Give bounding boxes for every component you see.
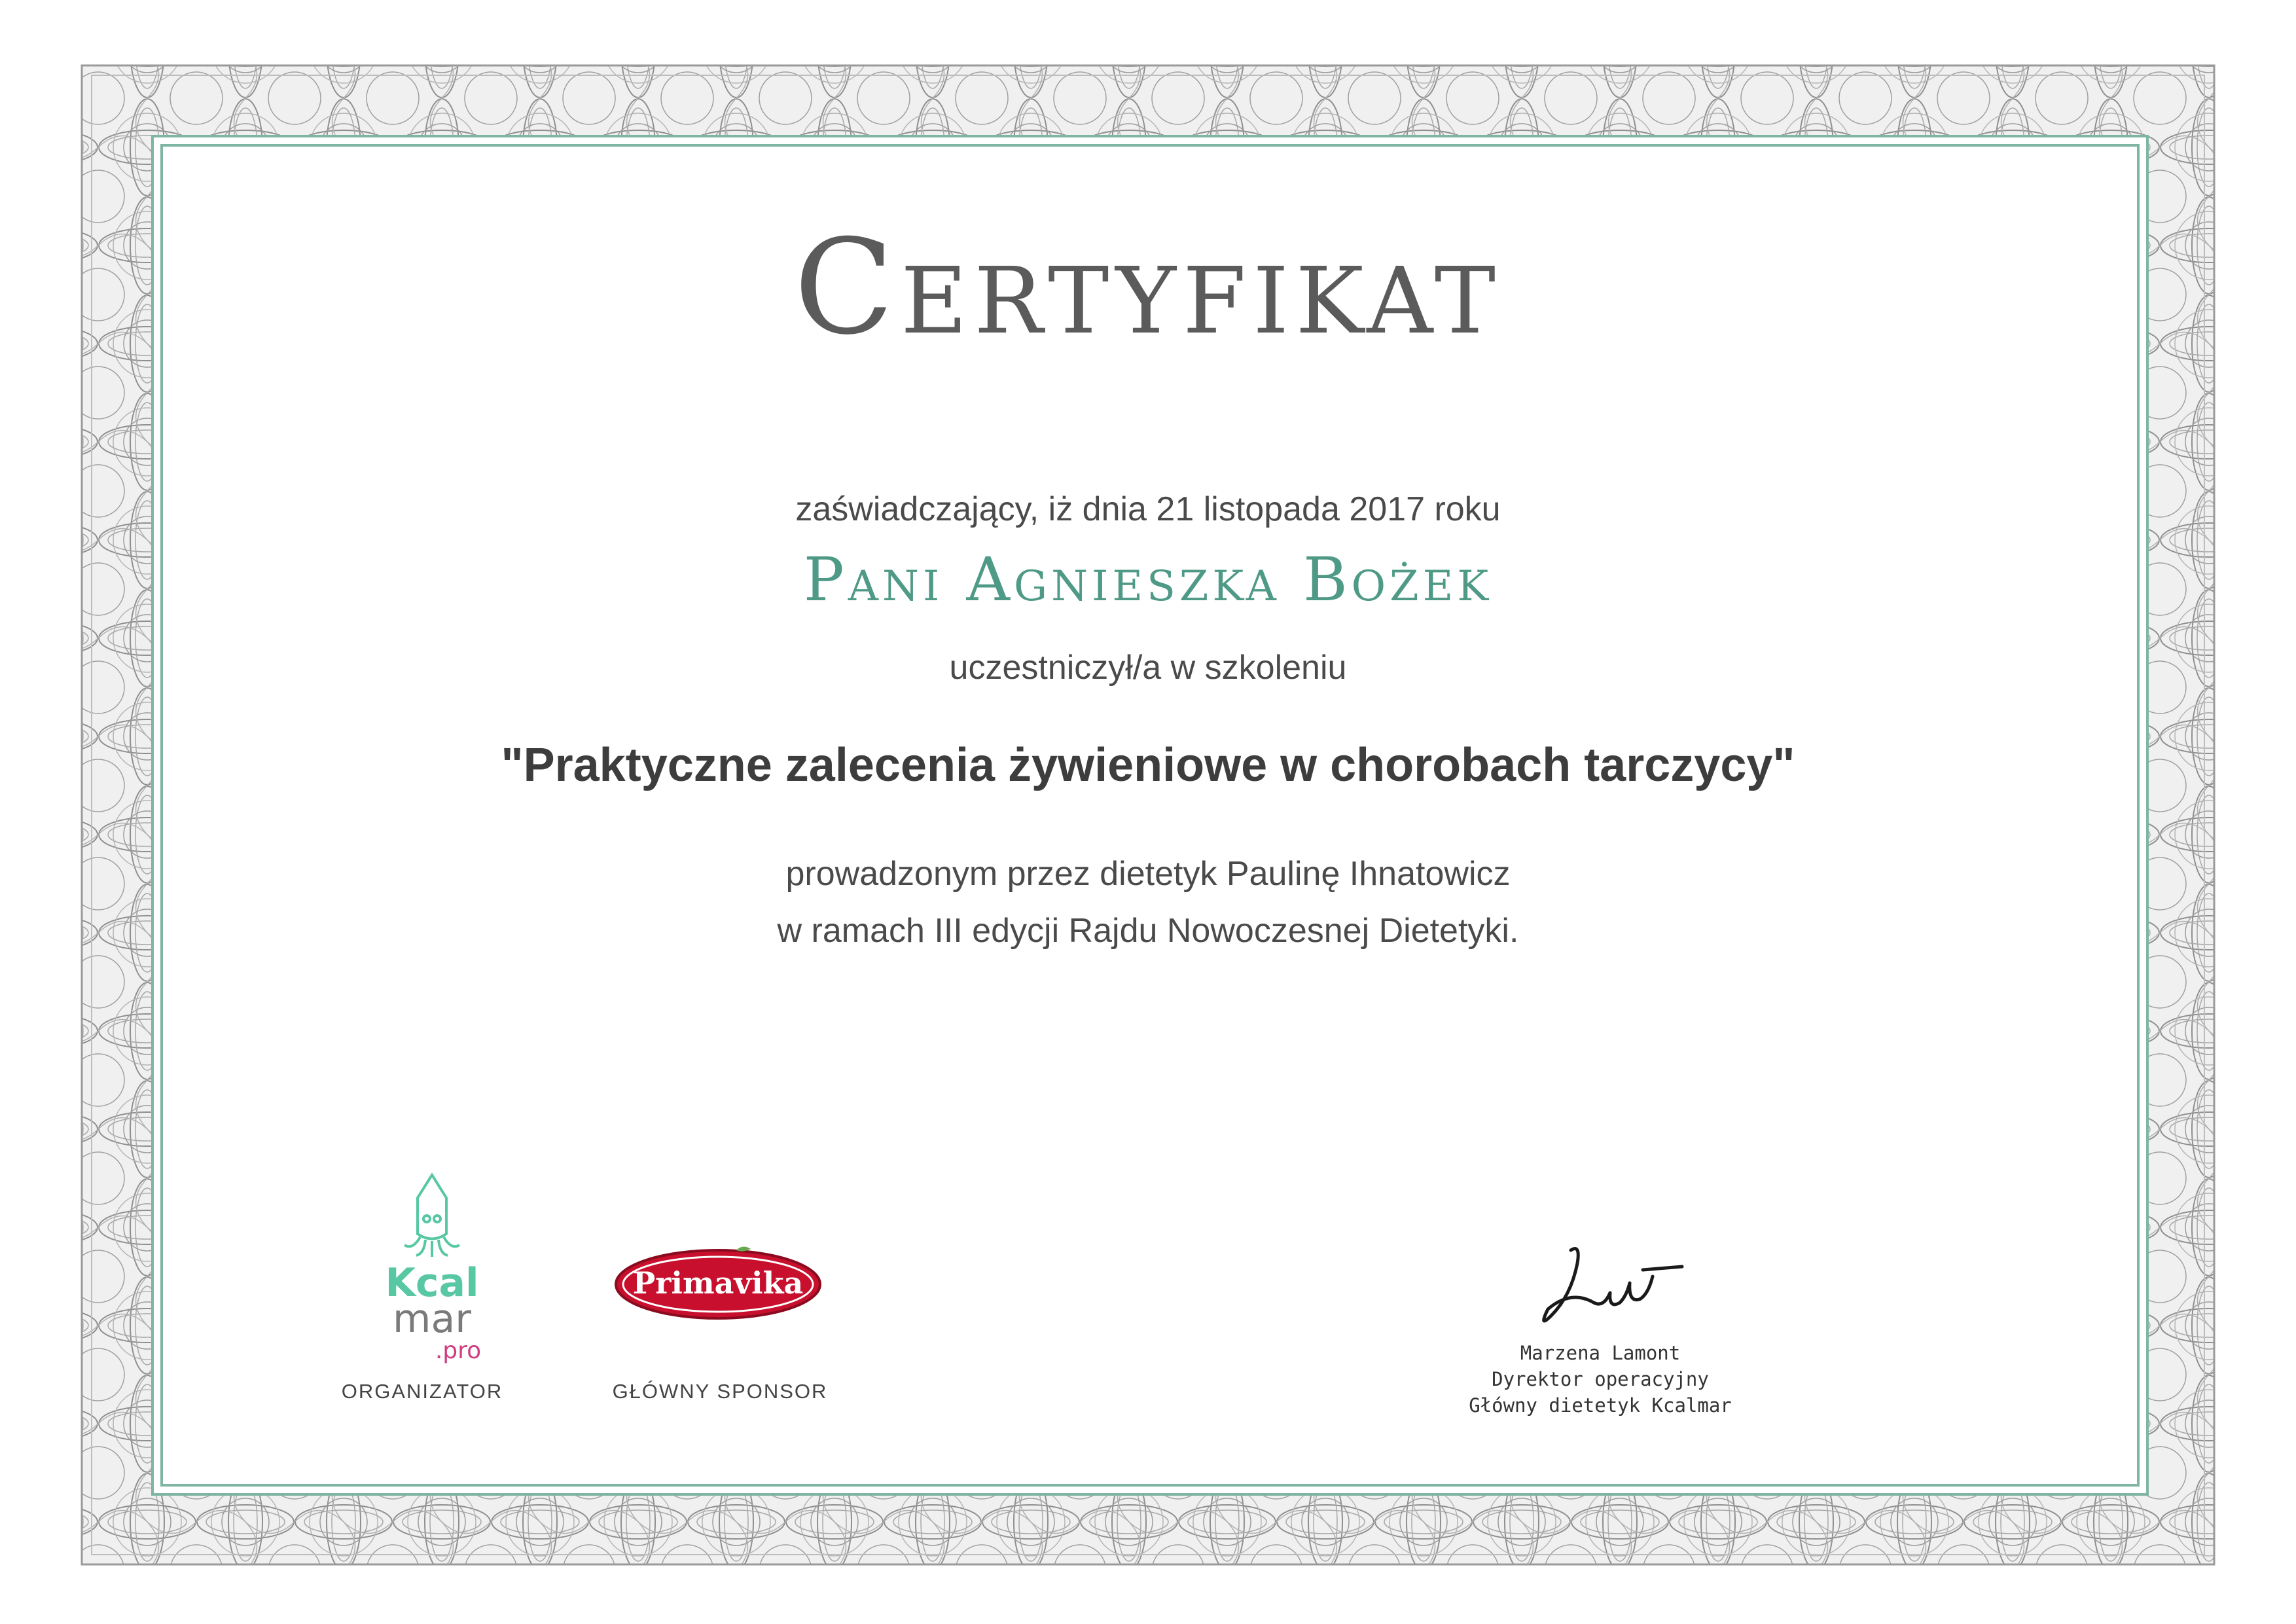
signature [1532, 1231, 1695, 1335]
primavika-logo [612, 1244, 825, 1322]
squid-icon [404, 1175, 459, 1257]
intro-line: zaświadczający, iż dnia 21 listopada 2017 roku [795, 490, 1501, 528]
kcalmar-logo [367, 1172, 497, 1368]
signatory-name: Marzena Lamont [1520, 1342, 1681, 1364]
logo-pro-text: .pro [435, 1337, 482, 1364]
signatory-role: Dyrektor operacyjny [1492, 1368, 1709, 1390]
logo-mar-text: mar [393, 1296, 471, 1342]
signatory-title: Główny dietetyk Kcalmar [1469, 1394, 1732, 1416]
led-by-line-1: prowadzonym przez dietetyk Paulinę Ihnatowicz [785, 855, 1511, 893]
organizer-caption: ORGANIZATOR [341, 1380, 503, 1403]
sponsor-caption: GŁÓWNY SPONSOR [612, 1380, 828, 1403]
logo-kcal-text: Kcal [385, 1260, 479, 1306]
led-by-line-2: w ramach III edycji Rajdu Nowoczesnej Dietetyki. [777, 912, 1519, 950]
recipient-name: Pani Agnieszka Bożek [803, 545, 1493, 615]
logo-primavika-text: Primavika [632, 1265, 804, 1301]
certificate-title: Certyfikat [793, 211, 1503, 364]
participation-line: uczestniczył/a w szkoleniu [949, 649, 1347, 687]
course-title: "Praktyczne zalecenia żywieniowe w chorobach tarczycy" [501, 739, 1795, 791]
